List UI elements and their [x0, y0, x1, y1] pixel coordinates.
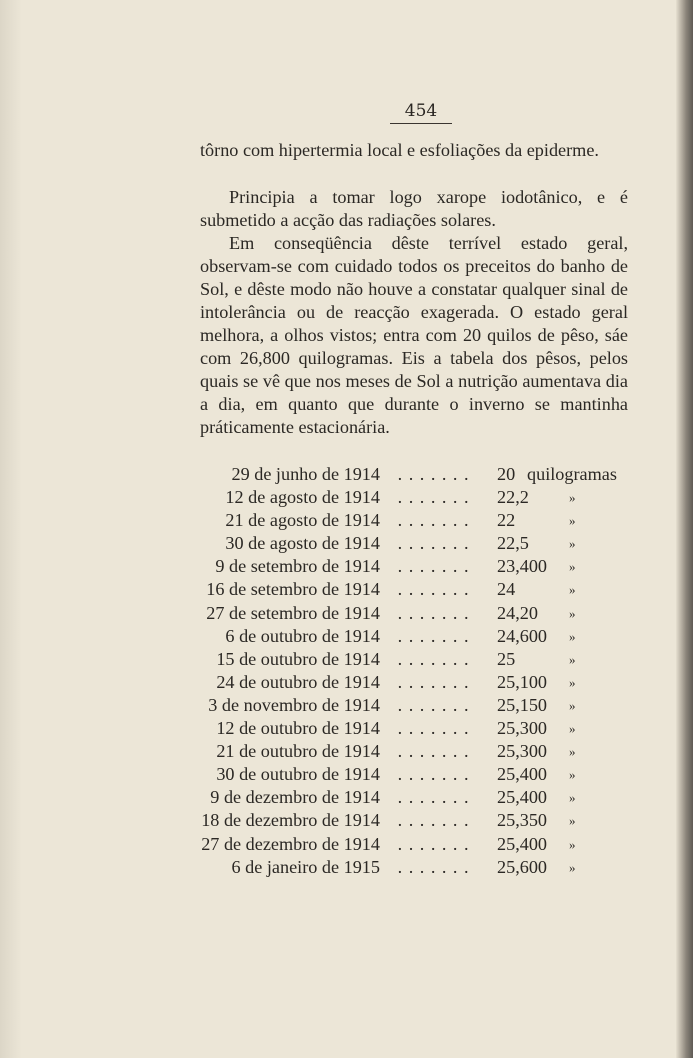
row-date [190, 602, 380, 625]
row-date [190, 532, 380, 555]
ditto-mark: » [569, 651, 576, 667]
dot-leader: ....... [397, 810, 475, 831]
table-row [190, 717, 630, 740]
paragraph-3: Em conseqüência dêste terrível estado geral, observam-se com cuidado todos os preceitos do banho de Sol, e dêste modo não houve a constatar qualquer sinal de intolerância ou de reacção exagerada. O estado geral melhora, a olhos vistos; entra com 20 quilos de pêso, sáe com 26,800 quilogramas. Eis a tabela dos pêsos, pelos quais se vê que nos meses de Sol a nutrição aumentava dia a dia, em quanto que durante o inverno se mantinha práticamente estacionária. [200, 233, 628, 437]
table-row [190, 509, 630, 532]
dot-leader: ....... [397, 741, 475, 762]
row-date-text: 6 de outubro de 1914 [225, 625, 380, 646]
row-weight-value: 25,300 [497, 741, 548, 762]
page-number: 454 [390, 101, 452, 124]
table-row [190, 532, 630, 555]
row-date [190, 578, 380, 601]
table-row [190, 463, 630, 486]
dot-leader: ....... [397, 856, 475, 877]
binding-shadow [0, 0, 22, 1058]
dot-leader: ....... [397, 487, 475, 508]
weights-table [190, 463, 630, 879]
table-row [190, 671, 630, 694]
table-row [190, 648, 630, 671]
row-date [190, 555, 380, 578]
dot-leader: ....... [397, 625, 475, 646]
row-date-text: 27 de dezembro de 1914 [201, 833, 380, 854]
row-weight-value: 25,400 [497, 787, 548, 808]
row-date [190, 786, 380, 809]
row-weight-value: 24,600 [497, 625, 548, 646]
row-date-text: 30 de agosto de 1914 [225, 533, 380, 554]
row-date-text: 16 de setembro de 1914 [206, 579, 380, 600]
row-date [190, 648, 380, 671]
dot-leader: ....... [397, 671, 475, 692]
table-row [190, 555, 630, 578]
row-date [190, 463, 380, 486]
paragraph-1: tôrno com hipertermia local e esfoliações da epiderme. [200, 140, 599, 160]
row-date [190, 856, 380, 879]
ditto-mark: » [569, 536, 576, 552]
unit-label: quilogramas [527, 464, 617, 484]
row-date [190, 694, 380, 717]
row-weight-value: 25,150 [497, 694, 548, 715]
ditto-mark: » [569, 628, 576, 644]
dot-leader: ....... [397, 764, 475, 785]
ditto-mark: » [569, 721, 576, 737]
row-date [190, 671, 380, 694]
row-date-text: 21 de outubro de 1914 [216, 741, 380, 762]
ditto-mark: » [569, 559, 576, 575]
row-date-text: 18 de dezembro de 1914 [201, 810, 380, 831]
dot-leader: ....... [397, 510, 475, 531]
row-weight-value: 22,5 [497, 533, 529, 554]
ditto-mark: » [569, 674, 576, 690]
row-date [190, 809, 380, 832]
row-date-text: 12 de agosto de 1914 [225, 487, 380, 508]
row-date-text: 30 de outubro de 1914 [216, 764, 380, 785]
row-date-text: 27 de setembro de 1914 [206, 602, 380, 623]
row-weight-value: 25,600 [497, 856, 548, 877]
ditto-mark: » [569, 813, 576, 829]
dot-leader: ....... [397, 579, 475, 600]
table-row [190, 809, 630, 832]
table-row [190, 763, 630, 786]
table-row [190, 856, 630, 879]
dot-leader: ....... [397, 694, 475, 715]
row-date-text: 29 de junho de 1914 [231, 464, 380, 484]
table-row [190, 740, 630, 763]
ditto-mark: » [569, 744, 576, 760]
ditto-mark: » [569, 582, 576, 598]
ditto-mark: » [569, 859, 576, 875]
row-weight-value: 25,100 [497, 671, 548, 692]
dot-leader: ....... [397, 648, 475, 669]
dot-leader: ....... [397, 533, 475, 554]
table-row [190, 694, 630, 717]
row-weight-value: 25,300 [497, 718, 548, 739]
dot-leader: ....... [397, 787, 475, 808]
dot-leader: ....... [397, 556, 475, 577]
table-row [190, 578, 630, 601]
row-weight-value: 20 [497, 464, 516, 484]
ditto-mark: » [569, 490, 576, 506]
row-date-text: 3 de novembro de 1914 [208, 694, 380, 715]
row-date-text: 12 de outubro de 1914 [216, 718, 380, 739]
row-weight-value: 25 [497, 648, 516, 669]
row-date [190, 509, 380, 532]
paragraph-2: Principia a tomar logo xarope iodotânico, e é submetido a acção das radiações solares. [200, 187, 628, 230]
dot-leader: ....... [397, 833, 475, 854]
dot-leader: ....... [397, 602, 475, 623]
row-weight-value: 23,400 [497, 556, 548, 577]
ditto-mark: » [569, 767, 576, 783]
row-weight-value: 25,400 [497, 833, 548, 854]
row-weight-value: 22 [497, 510, 516, 531]
row-weight-value: 24,20 [497, 602, 538, 623]
row-date [190, 625, 380, 648]
row-date-text: 6 de janeiro de 1915 [231, 856, 380, 877]
row-date [190, 763, 380, 786]
row-date-text: 15 de outubro de 1914 [216, 648, 380, 669]
ditto-mark: » [569, 605, 576, 621]
ditto-mark: » [569, 790, 576, 806]
ditto-mark: » [569, 836, 576, 852]
row-date-text: 24 de outubro de 1914 [216, 671, 380, 692]
row-date [190, 740, 380, 763]
ditto-mark: » [569, 697, 576, 713]
row-date-text: 9 de dezembro de 1914 [210, 787, 380, 808]
row-weight-value: 24 [497, 579, 516, 600]
row-weight-value: 25,400 [497, 764, 548, 785]
page-edge [676, 0, 693, 1058]
table-row [190, 602, 630, 625]
row-weight-value: 25,350 [497, 810, 548, 831]
ditto-mark: » [569, 513, 576, 529]
dot-leader: ....... [397, 464, 475, 484]
row-date-text: 21 de agosto de 1914 [225, 510, 380, 531]
row-date [190, 486, 380, 509]
table-row [190, 625, 630, 648]
row-date-text: 9 de setembro de 1914 [215, 556, 380, 577]
table-row [190, 786, 630, 809]
row-date [190, 833, 380, 856]
row-date [190, 717, 380, 740]
row-weight-value: 22,2 [497, 487, 529, 508]
table-row [190, 833, 630, 856]
table-row [190, 486, 630, 509]
dot-leader: ....... [397, 718, 475, 739]
